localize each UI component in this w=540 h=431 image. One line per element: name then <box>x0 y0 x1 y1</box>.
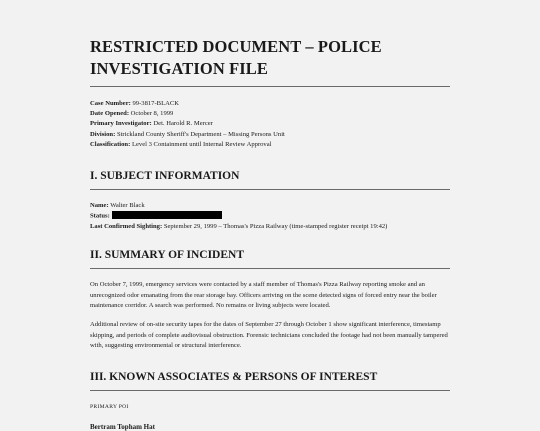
case-number-label: Case Number: <box>90 100 131 107</box>
redaction-bar <box>112 211 222 219</box>
document-title-line2: INVESTIGATION FILE <box>90 59 268 78</box>
summary-paragraph-2: Additional review of on-site security tapes for the dates of September 27 through October 1 show significant interference, timestamp skipping, and periods of complete audiovisual obstruction. Forensic technicians concluded the footage had not been manually tampered with, suggesting environmental or structural interference. <box>90 320 448 350</box>
last-sighting-label: Last Confirmed Sighting: <box>90 222 163 230</box>
subject-name-row <box>90 201 450 211</box>
section-divider <box>90 268 450 269</box>
date-opened-row <box>90 109 450 119</box>
section-divider <box>90 189 450 190</box>
document-title <box>90 36 450 80</box>
case-number-value: 99-3817-BLACK <box>132 100 180 107</box>
primary-poi-label: PRIMARY POI <box>90 403 129 410</box>
case-metadata <box>90 99 450 150</box>
document-page <box>90 0 450 431</box>
title-divider <box>90 86 450 87</box>
primary-poi-name: Bertram Topham Hat <box>90 422 155 431</box>
last-sighting-row <box>90 222 450 232</box>
subject-info <box>90 201 450 232</box>
section-title-summary: II. SUMMARY OF INCIDENT <box>90 249 244 262</box>
subject-name-label: Name: <box>90 202 109 210</box>
summary-paragraph-1: On October 7, 1999, emergency services were contacted by a staff member of Thomas's Pizza Railway reporting smoke and an unrecognized odor emanating from the rear storage bay. Officers arriving on the scene detected signs of forced entry near the boiler maintenance corridor. A search was performed. No remains or living subjects were located. <box>90 281 437 310</box>
section-title-associates: III. KNOWN ASSOCIATES & PERSONS OF INTEREST <box>90 370 378 383</box>
classification-label: Classification: <box>90 140 131 148</box>
date-opened-value: October 8, 1999 <box>130 110 174 118</box>
investigator-value: Det. Harold R. Mercer <box>153 120 213 128</box>
investigator-row <box>90 119 450 129</box>
document-title-line1: RESTRICTED DOCUMENT – POLICE <box>90 37 382 56</box>
division-row <box>90 130 450 140</box>
subject-status-row <box>90 211 450 222</box>
section-title-subject: I. SUBJECT INFORMATION <box>90 170 240 183</box>
case-number-row <box>90 99 450 109</box>
date-opened-label: Date Opened: <box>90 110 130 118</box>
classification-value: Level 3 Containment until Internal Review Approval <box>131 140 272 148</box>
division-value: Strickland County Sheriff's Department – Missing Persons Unit <box>116 130 285 138</box>
section-divider <box>90 390 450 391</box>
classification-row <box>90 140 450 150</box>
subject-name-value: Walter Black <box>110 202 145 210</box>
division-label: Division: <box>90 130 116 138</box>
subject-status-label: Status: <box>90 212 110 220</box>
investigator-label: Primary Investigator: <box>90 120 152 128</box>
last-sighting-value: September 29, 1999 – Thomas's Pizza Railway (time-stamped register receipt 19:42) <box>163 222 388 230</box>
